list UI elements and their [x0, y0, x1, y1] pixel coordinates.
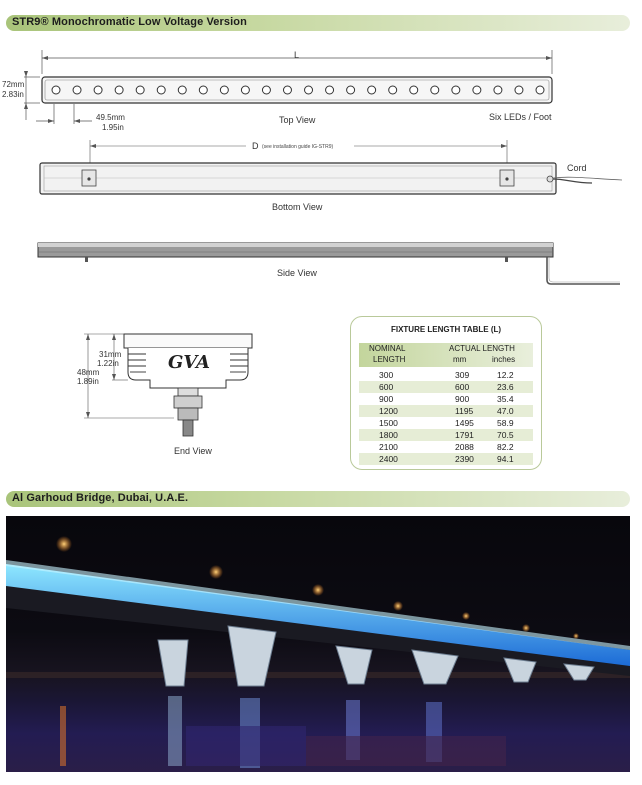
led-dot	[473, 86, 481, 94]
led-dot	[199, 86, 207, 94]
cell-inches: 23.6	[497, 382, 514, 392]
cell-nominal: 1500	[379, 418, 398, 428]
section-title: STR9® Monochromatic Low Voltage Version	[12, 16, 247, 28]
cell-nominal: 1800	[379, 430, 398, 440]
bridge-night-photo	[6, 516, 630, 772]
led-dot	[536, 86, 544, 94]
table-header	[359, 343, 533, 367]
cell-inches: 82.2	[497, 442, 514, 452]
led-dot	[262, 86, 270, 94]
bottom-view-fixture	[40, 163, 622, 194]
end-dim1-in: 1.22in	[97, 359, 119, 368]
header-inches: inches	[492, 355, 516, 364]
header-length: LENGTH	[373, 355, 406, 364]
section-title: Al Garhoud Bridge, Dubai, U.A.E.	[12, 492, 189, 504]
led-dot	[136, 86, 144, 94]
d-dimension-label: D	[252, 141, 259, 151]
cell-inches: 70.5	[497, 430, 514, 440]
cell-mm: 1495	[455, 418, 474, 428]
top-view-label: Top View	[279, 115, 316, 125]
cell-mm: 309	[455, 370, 470, 380]
cell-nominal: 2400	[379, 454, 398, 464]
cell-mm: 1791	[455, 430, 474, 440]
cell-mm: 600	[455, 382, 470, 392]
side-view-label: Side View	[277, 268, 317, 278]
led-spacing-in-label: 1.95in	[102, 123, 124, 132]
cell-nominal: 600	[379, 382, 394, 392]
led-dot	[178, 86, 186, 94]
led-dot	[220, 86, 228, 94]
end-dim1-mm: 31mm	[99, 350, 122, 359]
table-row	[359, 441, 533, 453]
installation-guide-note: (see installation guide IG-STR9)	[262, 144, 334, 150]
cell-nominal: 2100	[379, 442, 398, 452]
led-dot	[389, 86, 397, 94]
led-dot	[283, 86, 291, 94]
cell-inches: 12.2	[497, 370, 514, 380]
cell-mm: 2088	[455, 442, 474, 452]
height-in-label: 2.83in	[2, 90, 24, 99]
side-view-fixture	[38, 243, 620, 284]
led-dot	[115, 86, 123, 94]
led-dot	[73, 86, 81, 94]
cell-inches: 47.0	[497, 406, 514, 416]
cord-label: Cord	[567, 163, 587, 173]
six-leds-per-foot-label: Six LEDs / Foot	[489, 112, 552, 122]
section-banner-bridge	[6, 491, 630, 507]
bridge-illustration	[6, 516, 630, 772]
led-dot	[52, 86, 60, 94]
table-row	[359, 393, 533, 405]
end-dim2-mm: 48mm	[77, 368, 100, 377]
led-dot	[431, 86, 439, 94]
table-title: FIXTURE LENGTH TABLE (L)	[390, 325, 502, 334]
table-row	[359, 381, 533, 393]
led-dot	[515, 86, 523, 94]
cell-nominal: 900	[379, 394, 394, 404]
cell-inches: 58.9	[497, 418, 514, 428]
table-row	[359, 453, 533, 465]
led-dot	[368, 86, 376, 94]
table-row	[359, 405, 533, 417]
gva-logo: GVA	[168, 352, 210, 373]
length-dimension-label: L	[294, 50, 300, 60]
table-row	[359, 429, 533, 441]
table-row	[359, 369, 533, 381]
cell-mm: 900	[455, 394, 470, 404]
led-dot	[94, 86, 102, 94]
led-dot	[305, 86, 313, 94]
cell-nominal: 1200	[379, 406, 398, 416]
led-dot	[241, 86, 249, 94]
cell-nominal: 300	[379, 370, 394, 380]
bottom-view-label: Bottom View	[272, 202, 323, 212]
table-row	[359, 417, 533, 429]
led-dot	[326, 86, 334, 94]
led-dot	[347, 86, 355, 94]
cell-mm: 2390	[455, 454, 474, 464]
led-dot	[157, 86, 165, 94]
led-dot	[452, 86, 460, 94]
fixture-length-table	[350, 316, 542, 470]
led-spacing-mm-label: 49.5mm	[96, 113, 125, 122]
cell-inches: 35.4	[497, 394, 514, 404]
cell-mm: 1195	[455, 406, 474, 416]
led-dot	[410, 86, 418, 94]
cell-inches: 94.1	[497, 454, 514, 464]
height-mm-label: 72mm	[2, 80, 25, 89]
led-dot	[494, 86, 502, 94]
end-view-label: End View	[174, 446, 212, 456]
header-actual-length: ACTUAL LENGTH	[449, 344, 515, 353]
end-dim2-in: 1.89in	[77, 377, 99, 386]
header-nominal: NOMINAL	[369, 344, 406, 353]
end-view-drawing	[124, 334, 252, 436]
header-mm: mm	[453, 355, 467, 364]
top-view-fixture	[42, 77, 552, 103]
